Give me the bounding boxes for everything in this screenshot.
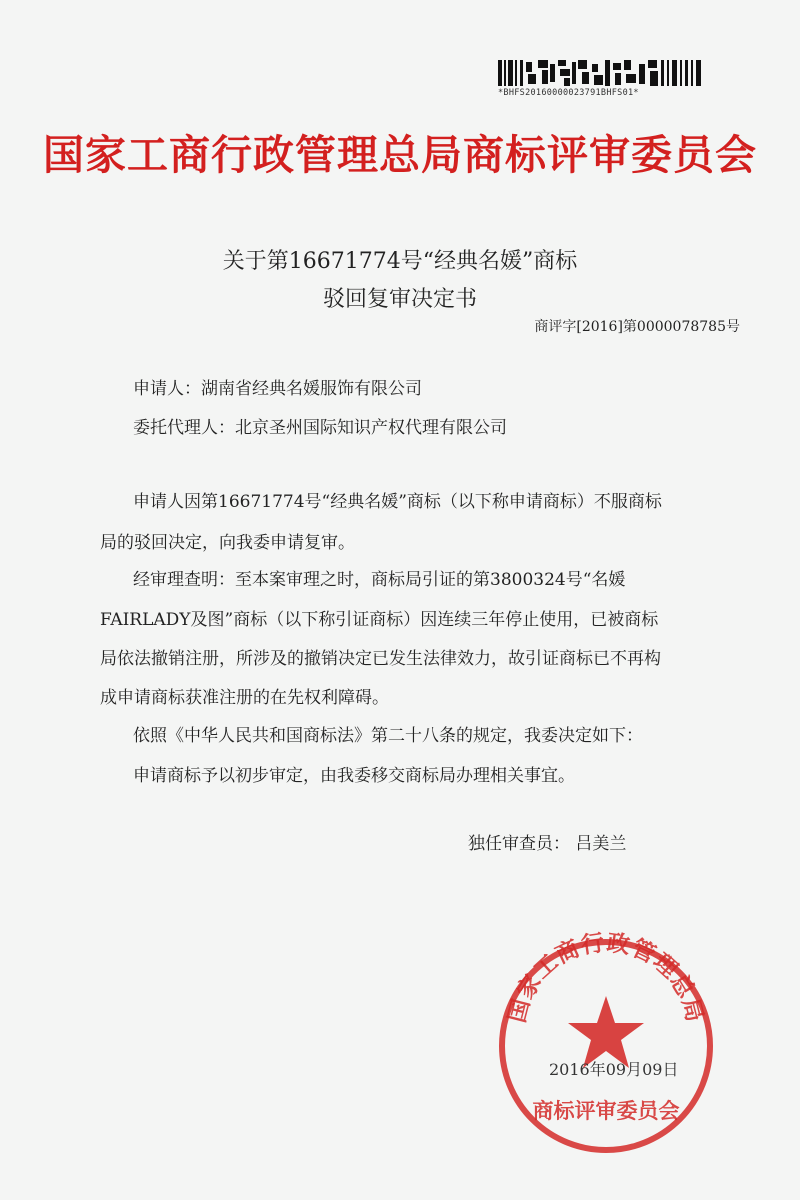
paragraph-line: 局依法撤销注册，所涉及的撤销决定已发生法律效力，故引证商标已不再构 xyxy=(100,649,661,669)
paragraph-line: 成申请商标获准注册的在先权利障碍。 xyxy=(100,688,389,708)
barcode-number: *BHFS20160000023791BHFS01* xyxy=(498,88,639,98)
paragraph-line: 申请人因第16671774号“经典名媛”商标（以下称申请商标）不服商标 xyxy=(133,492,662,512)
organization-heading: 国家工商行政管理总局商标评审委员会 xyxy=(43,131,757,179)
paragraph-line: 申请商标予以初步审定，由我委移交商标局办理相关事宜。 xyxy=(133,766,575,786)
reviewer-signature: 独任审查员： 吕美兰 xyxy=(468,834,627,854)
decision-title-line-1: 关于第16671774号“经典名媛”商标 xyxy=(222,249,578,274)
decision-date: 2016年09月09日 xyxy=(549,1060,679,1079)
paragraph-line: 局的驳回决定，向我委申请复审。 xyxy=(100,533,355,553)
seal-outer-text: 国家工商行政管理总局 xyxy=(504,930,708,1026)
barcode-graphic xyxy=(498,60,703,86)
official-seal xyxy=(488,928,724,1164)
applicant-line: 申请人：湖南省经典名媛服饰有限公司 xyxy=(133,379,422,399)
paragraph-line: FAIRLADY及图”商标（以下称引证商标）因连续三年停止使用，已被商标 xyxy=(100,610,659,630)
seal-inner-text: 商标评审委员会 xyxy=(532,1099,680,1123)
paragraph-line: 经审理查明：至本案审理之时，商标局引证的第3800324号“名媛 xyxy=(133,570,626,590)
paragraph-line: 依照《中华人民共和国商标法》第二十八条的规定，我委决定如下： xyxy=(133,726,643,746)
document-number: 商评字[2016]第0000078785号 xyxy=(534,319,740,335)
agent-line: 委托代理人：北京圣州国际知识产权代理有限公司 xyxy=(133,418,507,438)
barcode-block xyxy=(498,60,710,98)
decision-title-line-2: 驳回复审决定书 xyxy=(322,287,477,312)
